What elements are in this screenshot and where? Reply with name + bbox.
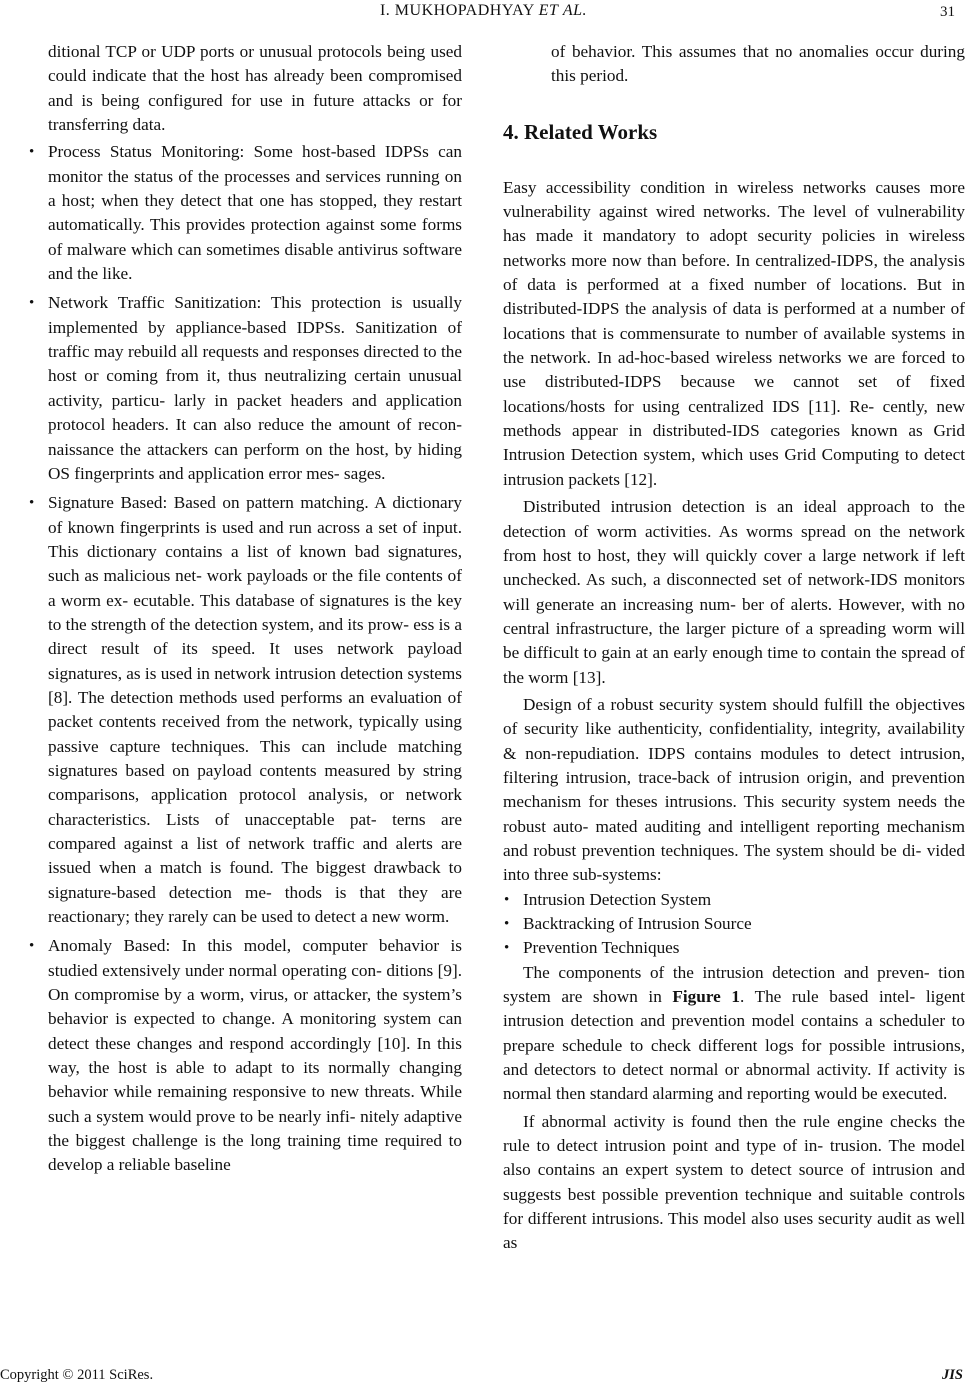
header-al: AL. bbox=[562, 2, 588, 19]
copyright-notice: Copyright © 2011 SciRes. bbox=[0, 1367, 154, 1383]
components-text-before: The components of the intrusion detection and preven- tion system are shown in bbox=[503, 962, 965, 1007]
header-authors: I. MUKHOPADHYAY bbox=[379, 2, 535, 19]
bullet-anomaly-based: • Anomaly Based: In this model, computer behavior is studied extensively under normal operating con- ditions [9]. On compromise by a worm, virus, or attacker, the system’s behavior is expected to change. A monitoring system can detect these changes and respond accordingly [10]. In this way, the host is able to adapt to its normally changing behavior while remaining responsive to new threats. While such a system would prove to be nearly infi- nitely adaptive the biggest challenge is the long training time required to develop a reliable baseline bbox=[28, 934, 462, 1177]
bullet-signature-based: • Signature Based: Based on pattern matching. A dictionary of known fingerprints is used and run across a set of input. This dictionary contains a list of known bad signatures, such as malicious net- work payloads or the file contents of a worm ex- ecutable. This database of signatures is the key to the strength of the detection system, and its prow- ess is a direct result of its speed. It uses network payload signatures, as is used in network intrusion detection systems [8]. The detection methods used performs an evaluation of packet contents received from the network, typically using passive capture techniques. This can include matching signatures based on payload contents measured by string comparisons, application protocol analysis, or network characteristics. Lists of unacceptable pat- terns are compared against a list of network traffic and alerts are issued when a match is found. The biggest drawback to signature-based detection me- thods is that they are reactionary; they rarely can be used to detect a new worm. bbox=[28, 491, 462, 929]
paragraph-accessibility: Easy accessibility condition in wireless networks causes more vulnerability against wired networks. The level of vulnerability has made it mandatory to adopt security policies in wireless networks more now than before. In centralized-IDPS, the analysis of data is performed at a fixed number of locations. But in distributed-IDPS the analysis of data is performed at a number of locations that is commensurate to number of available systems in the network. In ad-hoc-based wireless networks we are forced to use distributed-IDPS because we cannot set of fixed locations/hosts for using centralized IDS [11]. Re- cently, new methods appear in distributed-IDS categories known as Grid Intrusion Detection system, which uses Grid Computing to detect intrusion packets [12]. bbox=[503, 177, 965, 489]
subsystem-item-prevention: • Prevention Techniques bbox=[503, 936, 965, 960]
subsystem-list bbox=[503, 888, 965, 961]
paragraph-components bbox=[503, 961, 965, 1107]
paragraph-distributed-detection: Distributed intrusion detection is an ideal approach to the detection of worm activities. As worms spread on the network from host to host, they will quickly cover a large network if left unchecked. As such, a disconnected set of network-IDS monitors will generate an increasing num- ber of alerts. However, with no central infrastructure, the larger picture of a spreading worm will be difficult to gain at an early enough time to contain the spread of the worm [13]. bbox=[503, 497, 965, 687]
running-header bbox=[0, 2, 967, 26]
left-column bbox=[28, 40, 462, 1183]
running-title bbox=[0, 2, 967, 20]
right-continuation-text: of behavior. This assumes that no anomalies occur during this period. bbox=[551, 42, 965, 86]
paragraph-robust-design: Design of a robust security system should fulfill the objectives of security like authenticity, confidentiality, integrity, availability & non-repudiation. IDPS contains modules to detect intrusion, filtering intrusion, trace-back of intrusion origin, and prevention mechanism for theses intrusions. This security system needs the robust auto- mated auditing and intelligent reporting mechanism and robust prevention techniques. The system should be di- vided into three sub-systems: bbox=[503, 694, 965, 885]
components-text-after: . The rule based intel- ligent intrusion detection and prevention model contains a scheduler to prepare schedule to check different logs for possible intrusions, and detectors to detect normal or abnormal activity. If activity is normal then standard alarming and reporting would be executed. bbox=[503, 987, 965, 1104]
paragraph-abnormal-activity: If abnormal activity is found then the rule engine checks the rule to detect intrusion point and type of in- trusion. The model also contains an expert system to detect source of intrusion and suggests best possible prevention technique and suitable controls for different intrusions. This model also uses security audit as well as bbox=[503, 1111, 965, 1253]
right-column bbox=[503, 40, 965, 1256]
left-continuation-text: ditional TCP or UDP ports or unusual protocols being used could indicate that the host has already been compromised and is being configured for use in future attacks or for transferring data. bbox=[48, 42, 462, 135]
journal-abbrev: JIS bbox=[942, 1367, 963, 1383]
figure-reference-link[interactable]: Figure 1 bbox=[672, 987, 740, 1007]
header-et: ET bbox=[538, 2, 559, 19]
bullet-process-status-monitoring: • Process Status Monitoring: Some host-based IDPSs can monitor the status of the processes and services running on a host; when they detect that one has stopped, they restart automatically. This provides protection against some forms of malware which can sometimes disable antivirus software and the like. bbox=[28, 140, 462, 286]
bullet-network-traffic-sanitization: • Network Traffic Sanitization: This protection is usually implemented by appliance-based IDPSs. Sanitization of traffic may rebuild all requests and responses directed to the host or coming from it, thus neutralizing certain unusual activity, particu- larly in packet headers and application protocol headers. It can also reduce the amount of recon- naissance the attackers can perform on the host, by hiding OS fingerprints and application error mes- sages. bbox=[28, 291, 462, 486]
subsystem-item-detection: • Intrusion Detection System bbox=[503, 888, 965, 912]
section-title: 4. Related Works bbox=[503, 119, 658, 144]
subsystem-item-backtracking: • Backtracking of Intrusion Source bbox=[503, 912, 965, 936]
left-bullet-list bbox=[28, 140, 462, 1177]
page-number: 31 bbox=[940, 4, 955, 20]
